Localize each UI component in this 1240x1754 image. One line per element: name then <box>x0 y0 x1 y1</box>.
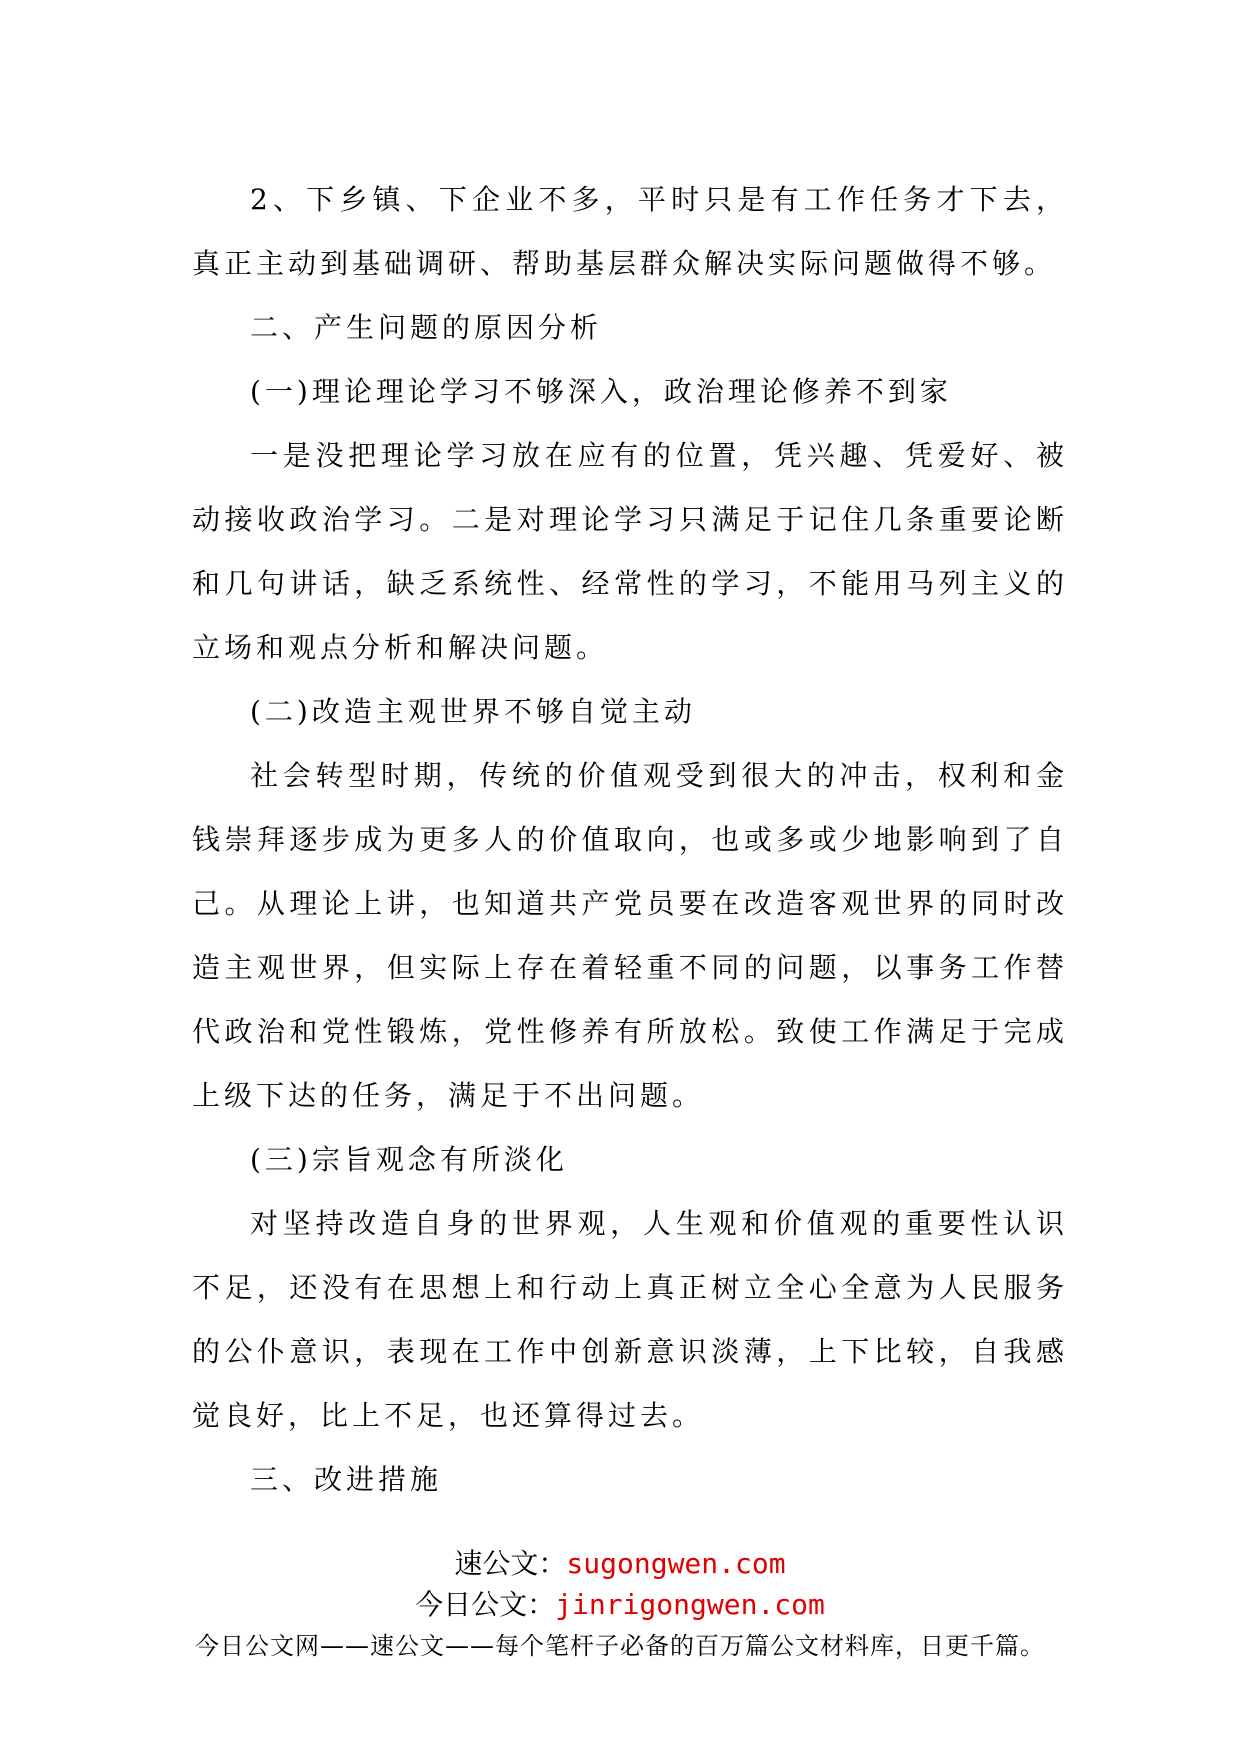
footer-jinrigongwen-label: 今日公文： <box>415 1588 556 1621</box>
footer-jinrigongwen-line <box>0 1583 1240 1623</box>
footer-sugongwen-label: 速公文： <box>454 1547 567 1580</box>
subheading-theory-study: (一)理论理论学习不够深入，政治理论修养不到家 <box>250 375 952 408</box>
paragraph-purpose-concept: 对坚持改造自身的世界观，人生观和价值观的重要性认识不足，还没有在思想上和行动上真正树立全心全意为人民服务的公仆意识，表现在工作中创新意识淡薄，上下比较，自我感觉良好，比上不足，也还算得过去。 <box>192 1207 1068 1432</box>
section-heading-improvement-measures: 三、改进措施 <box>250 1463 443 1496</box>
paragraph-subjective-world: 社会转型时期，传统的价值观受到很大的冲击，权利和金钱崇拜逐步成为更多人的价值取向，也或多或少地影响到了自己。从理论上讲，也知道共产党员要在改造客观世界的同时改造主观世界，但实际上存在着轻重不同的问题，以事务工作替代政治和党性锻炼，党性修养有所放松。致使工作满足于完成上级下达的任务，满足于不出问题。 <box>192 759 1068 1112</box>
footer-slogan: 今日公文网——速公文——每个笔杆子必备的百万篇公文材料库，日更千篇。 <box>195 1632 1045 1660</box>
subheading-subjective-world: (二)改造主观世界不够自觉主动 <box>250 695 696 728</box>
footer-jinrigongwen-link[interactable]: jinrigongwen.com <box>555 1588 825 1621</box>
paragraph-point-2: 2、下乡镇、下企业不多，平时只是有工作任务才下去，真正主动到基础调研、帮助基层群众解决实际问题做得不够。 <box>192 183 1068 280</box>
footer-sugongwen-link[interactable]: sugongwen.com <box>566 1547 786 1580</box>
paragraph-theory-study: 一是没把理论学习放在应有的位置，凭兴趣、凭爱好、被动接收政治学习。二是对理论学习只满足于记住几条重要论断和几句讲话，缺乏系统性、经常性的学习，不能用马列主义的立场和观点分析和解决问题。 <box>192 439 1068 664</box>
document-body <box>192 168 1068 1512</box>
subheading-purpose-concept: (三)宗旨观念有所淡化 <box>250 1143 568 1176</box>
footer-sugongwen-line <box>0 1542 1240 1582</box>
section-heading-cause-analysis: 二、产生问题的原因分析 <box>250 311 603 344</box>
